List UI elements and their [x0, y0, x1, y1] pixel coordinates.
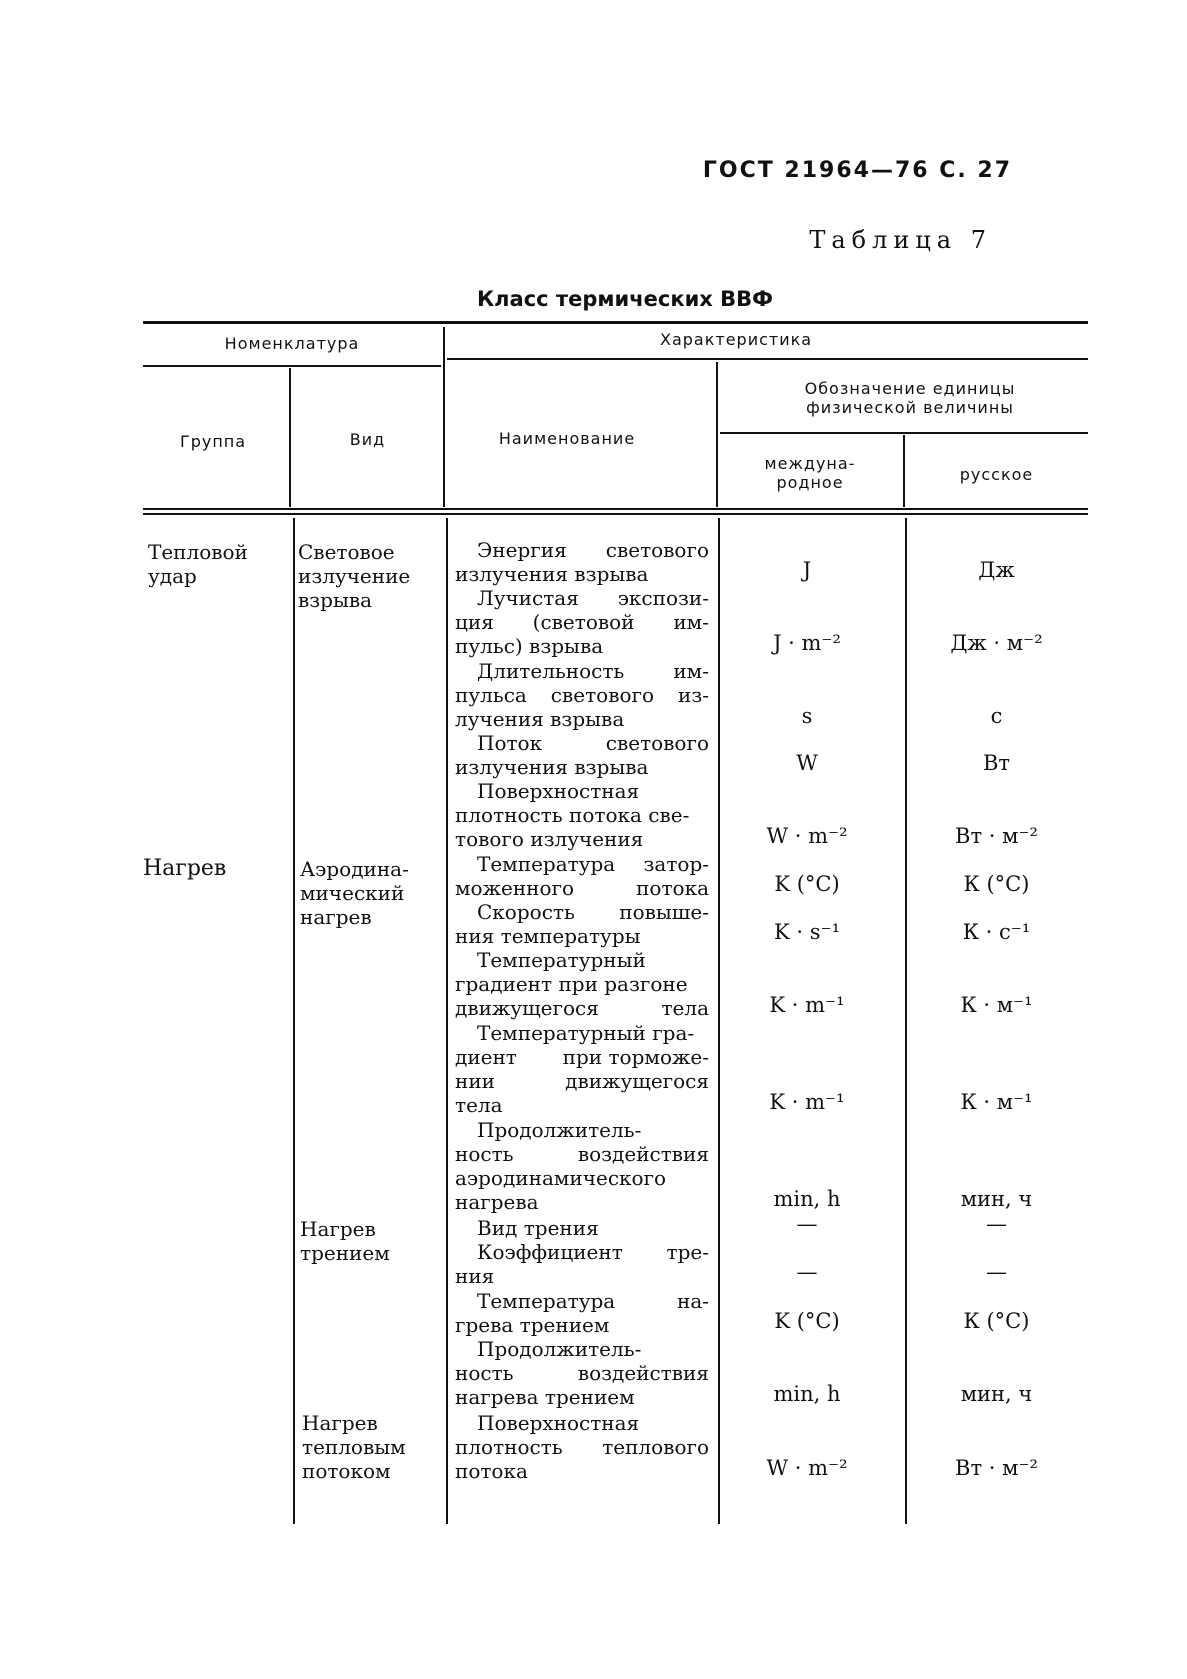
row-unit-russian-10: — — [986, 1212, 1007, 1236]
header-group: Группа — [179, 432, 247, 451]
row-name-8: Температурный гра- диент при торможе- нии движущегося тела — [455, 1021, 709, 1117]
table-label: Таблица 7 — [809, 226, 992, 254]
header-name: Наименование — [498, 429, 636, 448]
header-russian: русское — [959, 465, 1034, 484]
row-name-3: Поток светового излучения взрыва — [455, 731, 709, 779]
header-characteristic: Характеристика — [660, 330, 813, 349]
row-unit-russian-5: К (°С) — [963, 872, 1030, 897]
row-unit-international-9: min, h — [773, 1186, 841, 1211]
row-unit-russian-3: Вт — [982, 751, 1011, 776]
row-name-6: Скорость повыше- ния температуры — [455, 900, 709, 948]
row-unit-international-0: J — [802, 558, 812, 583]
row-name-12: Температура на- грева трением — [455, 1289, 709, 1337]
row-unit-russian-8: К · м⁻¹ — [960, 1089, 1033, 1114]
row-unit-russian-14: Вт · м⁻² — [955, 1455, 1038, 1480]
row-unit-international-3: W — [796, 751, 818, 776]
row-unit-russian-11: — — [986, 1260, 1007, 1285]
row-unit-international-6: K · s⁻¹ — [774, 920, 840, 945]
kind-heat-flux-heating: Нагрев тепловым потоком — [302, 1411, 406, 1483]
group-heating: Нагрев — [143, 856, 227, 881]
row-unit-russian-7: К · м⁻¹ — [960, 992, 1033, 1017]
row-name-13: Продолжитель- ность воздействия нагрева трением — [455, 1337, 709, 1409]
row-unit-russian-13: мин, ч — [960, 1381, 1033, 1406]
kind-friction-heating: Нагрев трением — [300, 1217, 390, 1265]
row-name-1: Лучистая экспози- ция (световой им- пульс) взрыва — [455, 586, 709, 658]
row-name-7: Температурный градиент при разгоне движущегося тела — [455, 948, 709, 1020]
header-unit-designation: Обозначение единицы физической величины — [804, 379, 1016, 417]
row-name-9: Продолжитель- ность воздействия аэродинамического нагрева — [455, 1118, 709, 1214]
row-name-11: Коэффициент тре- ния — [455, 1240, 709, 1288]
row-unit-international-14: W · m⁻² — [766, 1455, 848, 1480]
row-unit-international-4: W · m⁻² — [766, 823, 848, 848]
group-thermal-shock: Тепловой удар — [148, 540, 248, 588]
row-unit-international-5: K (°C) — [774, 872, 840, 897]
row-unit-international-2: s — [801, 703, 813, 728]
row-name-14: Поверхностная плотность теплового потока — [455, 1411, 709, 1483]
header-nomenclature: Номенклатура — [224, 334, 360, 353]
row-unit-international-1: J · m⁻² — [773, 630, 841, 655]
header-kind: Вид — [349, 430, 386, 449]
row-unit-international-11: — — [796, 1260, 818, 1285]
row-unit-russian-0: Дж — [978, 558, 1015, 583]
table-title: Класс термических ВВФ — [476, 287, 774, 311]
row-unit-international-10: — — [796, 1212, 818, 1236]
page-header: ГОСТ 21964—76 С. 27 — [702, 158, 1012, 183]
header-international: междуна- родное — [764, 454, 856, 492]
row-name-10: Вид трения — [477, 1216, 599, 1240]
row-unit-international-12: K (°C) — [774, 1309, 840, 1334]
row-unit-international-13: min, h — [773, 1381, 841, 1406]
row-name-2: Длительность им- пульса светового из- лучения взрыва — [455, 659, 709, 731]
row-unit-russian-1: Дж · м⁻² — [950, 630, 1043, 655]
row-unit-russian-9: мин, ч — [960, 1186, 1033, 1211]
row-unit-russian-6: К · с⁻¹ — [962, 920, 1031, 945]
row-unit-international-8: K · m⁻¹ — [769, 1089, 845, 1114]
row-unit-international-7: K · m⁻¹ — [769, 992, 845, 1017]
kind-light-radiation: Световое излучение взрыва — [298, 540, 411, 612]
row-name-0: Энергия светового излучения взрыва — [455, 538, 709, 586]
kind-aerodynamic-heating: Аэродина- мический нагрев — [300, 857, 409, 929]
row-name-4: Поверхностная плотность потока све- тового излучения — [455, 779, 690, 851]
row-unit-russian-2: с — [990, 703, 1003, 728]
row-unit-russian-12: К (°С) — [963, 1309, 1030, 1334]
row-name-5: Температура затор- моженного потока — [455, 852, 709, 900]
row-unit-russian-4: Вт · м⁻² — [955, 823, 1038, 848]
